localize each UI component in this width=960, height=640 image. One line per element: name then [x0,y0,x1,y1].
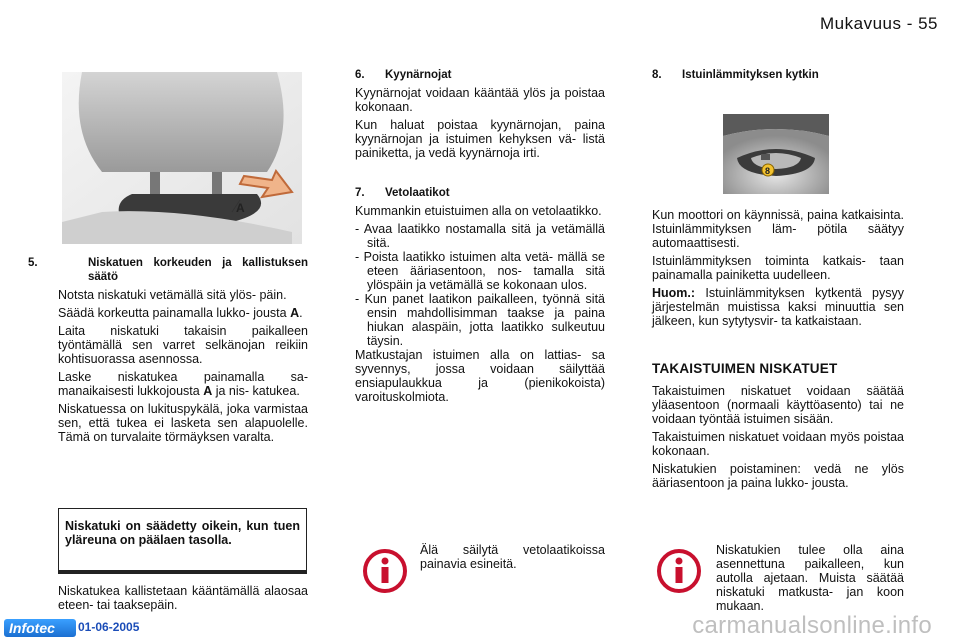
paragraph: Laita niskatuki takaisin paikalleen työntämällä sen varret selkänojan reikiin kohtisuorassa asennossa. [58,324,308,366]
info-icon [656,548,702,594]
paragraph: Kyynärnojat voidaan kääntää ylös ja poistaa kokonaan. [355,86,605,114]
section-heading: Niskatuen korkeuden ja kallistuksen säätö [88,257,308,283]
section-title: TAKAISTUIMEN NISKATUET [652,361,838,376]
info-icon [362,548,408,594]
page-title: Mukavuus - 55 [820,14,938,33]
paragraph: Takaistuimen niskatuet voidaan myös poistaa kokonaan. [652,430,904,458]
heading-number: 8. [652,69,662,81]
paragraph: Niskatuessa on lukituspykälä, joka varmistaa sen, että tukea ei lasketa sen alapuolelle. Tämä on turvalaite törmäyksen varalta. [58,402,308,444]
photo-label-a: A [236,201,245,215]
note-box: Niskatuki on säädetty oikein, kun tuen yläreuna on päälaen tasolla. [58,508,307,574]
paragraph: Kun haluat poistaa kyynärnojan, paina kyynärnojan ja istuimen kehyksen vä- listä painiketta, ja vedä kyynärnoja irti. [355,118,605,160]
heading-number: 7. [355,187,365,199]
paragraph: Istuinlämmityksen toiminta katkais- taan painamalla painiketta uudelleen. [652,254,904,282]
warning-text: Niskatukien tulee olla aina asennettuna paikalleen, kun autolla ajetaan. Muista säätää niskatuki matkusta- jan koon mukaan. [716,543,904,613]
seat-heater-switch-photo [723,114,829,194]
section-heading: Istuinlämmityksen kytkin [682,69,819,81]
heading-number: 5. [28,257,38,269]
list-item: - Kun panet laatikon paikalleen, työnnä sitä ensin mahdollisimman taakse ja paina hiukan alaspäin, jotta laatikko sulkeutuu täysin. [355,292,605,348]
paragraph: Takaistuimen niskatuet voidaan säätää yläasentoon (normaali käyttöasento) tai ne voidaan työntää istuimen sisään. [652,384,904,426]
paragraph: Kummankin etuistuimen alla on vetolaatikko. [355,204,602,218]
paragraph: Laske niskatukea painamalla sa- manaikaisesti lukkojousta A ja nis- katukea. [58,370,308,398]
paragraph: Niskatukien poistaminen: vedä ne ylös ääriasentoon ja paina lukko- jousta. [652,462,904,490]
headrest-photo [62,72,302,244]
paragraph: Niskatukea kallistetaan kääntämällä alaosaa eteen- tai taaksepäin. [58,584,308,612]
list-item: - Avaa laatikko nostamalla sitä ja vetämällä sitä. [355,222,605,250]
section-heading: Vetolaatikot [385,187,450,199]
paragraph: Notsta niskatuki vetämällä sitä ylös- päin. [58,288,287,302]
paragraph: Säädä korkeutta painamalla lukko- jousta A. [58,306,303,320]
list-item: - Poista laatikko istuimen alta vetä- mällä se eteen ääriasentoon, nos- tamalla sitä ylöspäin ja vetämällä se kokonaan ulos. [355,250,605,292]
paragraph: Huom.: Istuinlämmityksen kytkentä pysyy järjestelmän muistissa kaksi minuuttia sen jälkeen, kun sytytysvir- ta katkaistaan. [652,286,904,328]
section-heading: Kyynärnojat [385,69,452,81]
heading-number: 6. [355,69,365,81]
photo-label-8: 8 [765,166,771,176]
paragraph: Matkustajan istuimen alla on lattias- sa syvennys, jossa voidaan säilyttää ensiapulaukkua ja (pienikokoista) varoituskolmiota. [355,348,605,404]
watermark: carmanualsonline.info [692,612,932,639]
paragraph: Kun moottori on käynnissä, paina katkaisinta. Istuinlämmityksen läm- pötila säätyy automaattisesti. [652,208,904,250]
footer-date: 01-06-2005 [78,620,140,634]
warning-text: Älä säilytä vetolaatikoissa painavia esineitä. [420,543,605,571]
infotec-logo: Infotec [4,619,76,637]
